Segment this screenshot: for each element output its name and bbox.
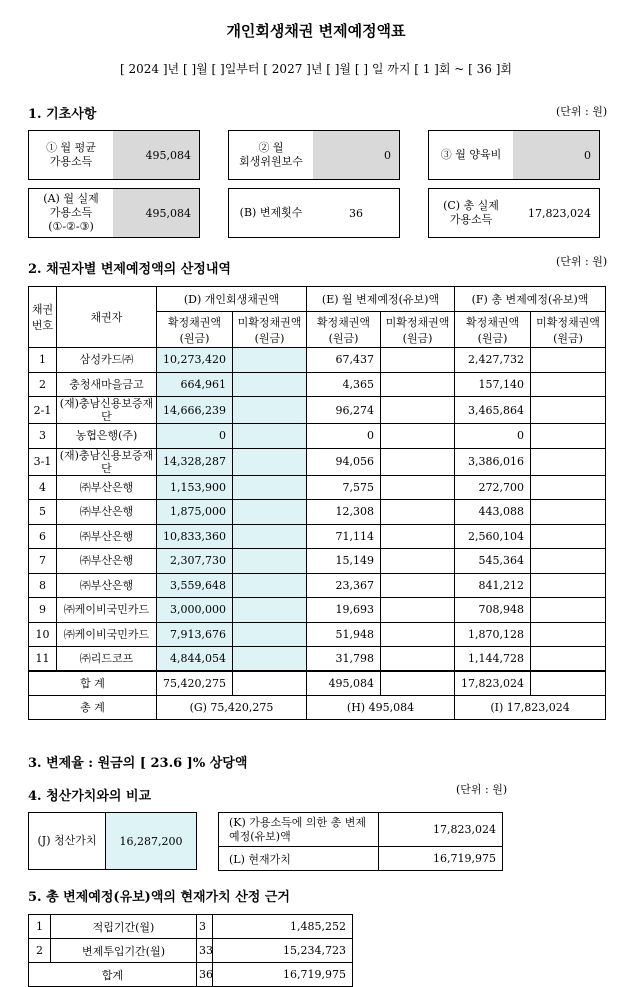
row-f-unconfirmed — [531, 598, 606, 623]
l-value: 16,719,975 — [379, 847, 503, 871]
row-f-unconfirmed — [531, 397, 606, 424]
row-e-unconfirmed — [381, 500, 455, 525]
row-d-unconfirmed — [233, 573, 307, 598]
row-e-unconfirmed — [381, 475, 455, 500]
table-row — [29, 448, 606, 475]
header-f: (F) 총 변제예정(유보)액 — [455, 287, 606, 312]
row-d-unconfirmed — [233, 424, 307, 449]
row-d-unconfirmed — [233, 448, 307, 475]
row-creditor: (재)충남신용보증재단 — [57, 397, 157, 424]
row-d-confirmed: 0 — [157, 424, 233, 449]
row-no: 1 — [29, 348, 57, 373]
row-e-unconfirmed — [381, 647, 455, 672]
row-d-unconfirmed — [233, 397, 307, 424]
row-f-unconfirmed — [531, 500, 606, 525]
row-e-unconfirmed — [381, 622, 455, 647]
liquidation-box — [28, 812, 197, 870]
table-row — [29, 598, 606, 623]
row-d-confirmed: 664,961 — [157, 372, 233, 397]
k-value: 17,823,024 — [379, 813, 503, 847]
unit-label-1: (단위 : 원) — [556, 105, 608, 118]
section2-heading: 2. 채권자별 변제예정액의 산정내역 — [28, 262, 231, 277]
row-f-confirmed: 2,560,104 — [455, 524, 531, 549]
row-e-confirmed: 7,575 — [307, 475, 381, 500]
table-row — [29, 500, 606, 525]
row-no: 2-1 — [29, 397, 57, 424]
row-f-unconfirmed — [531, 424, 606, 449]
header-e-unconfirmed: 미확정채권액 (원금) — [381, 312, 455, 348]
row-d-unconfirmed — [233, 622, 307, 647]
header-f-unconfirmed: 미확정채권액 (원금) — [531, 312, 606, 348]
row-creditor: ㈜부산은행 — [57, 475, 157, 500]
row-no: 3-1 — [29, 448, 57, 475]
row-d-unconfirmed — [233, 348, 307, 373]
total-g: (G) 75,420,275 — [157, 695, 307, 719]
table-row — [29, 939, 353, 963]
row-f-confirmed: 272,700 — [455, 475, 531, 500]
row-f-confirmed: 708,948 — [455, 598, 531, 623]
basis-no: 2 — [29, 939, 51, 963]
row-creditor: 농협은행(주) — [57, 424, 157, 449]
liquidation-label: (J) 청산가치 — [29, 813, 105, 869]
row-d-confirmed: 14,666,239 — [157, 397, 233, 424]
sum-d: 75,420,275 — [157, 671, 233, 695]
row-e-confirmed: 51,948 — [307, 622, 381, 647]
row-no: 8 — [29, 573, 57, 598]
monthly-income-box — [28, 130, 200, 180]
table-row — [29, 573, 606, 598]
basis-table — [28, 914, 353, 987]
row-e-confirmed: 31,798 — [307, 647, 381, 672]
row-creditor: (재)충남신용보증재단 — [57, 448, 157, 475]
basis-no: 1 — [29, 915, 51, 939]
table-row — [29, 372, 606, 397]
liquidation-value: 16,287,200 — [105, 813, 196, 869]
row-f-unconfirmed — [531, 475, 606, 500]
total-income-box — [428, 188, 600, 238]
section1-heading: 1. 기초사항 — [28, 107, 97, 122]
basis-label: 변제투입기간(월) — [51, 939, 197, 963]
row-e-unconfirmed — [381, 372, 455, 397]
row-d-confirmed: 2,307,730 — [157, 549, 233, 574]
l-label: (L) 현재가치 — [219, 847, 379, 871]
table-row — [29, 475, 606, 500]
monthly-income-label-1: ① 월 평균 — [46, 141, 96, 154]
present-value-table — [218, 812, 503, 871]
row-no: 6 — [29, 524, 57, 549]
row-d-unconfirmed — [233, 524, 307, 549]
section3-heading: 3. 변제율 : 원금의 [ 23.6 ]% 상당액 — [28, 756, 248, 771]
commissioner-fee-box — [228, 130, 400, 180]
row-f-unconfirmed — [531, 524, 606, 549]
basis-sum-value: 16,719,975 — [213, 963, 353, 987]
row-f-unconfirmed — [531, 573, 606, 598]
header-d-confirmed: 확정채권액 (원금) — [157, 312, 233, 348]
row-f-unconfirmed — [531, 448, 606, 475]
table-row — [29, 397, 606, 424]
row-e-confirmed: 15,149 — [307, 549, 381, 574]
row-no: 2 — [29, 372, 57, 397]
table-row — [29, 549, 606, 574]
header-e: (E) 월 변제예정(유보)액 — [307, 287, 455, 312]
row-e-confirmed: 67,437 — [307, 348, 381, 373]
basis-sum-label: 합계 — [29, 963, 197, 987]
page-title: 개인회생채권 변제예정액표 — [226, 22, 406, 40]
row-f-confirmed: 3,386,016 — [455, 448, 531, 475]
basis-months: 33 — [197, 939, 213, 963]
table-row — [29, 424, 606, 449]
monthly-income-label-2: 가용소득 — [49, 155, 93, 168]
row-no: 11 — [29, 647, 57, 672]
period-line: [ 2024 ]년 [ ]월 [ ]일부터 [ 2027 ]년 [ ]월 [ ] 일 까지 [ 1 ]회 ~ [ 36 ]회 — [120, 62, 512, 76]
repay-count-box — [228, 188, 400, 238]
row-d-confirmed: 7,913,676 — [157, 622, 233, 647]
row-f-confirmed: 2,427,732 — [455, 348, 531, 373]
row-e-confirmed: 19,693 — [307, 598, 381, 623]
unit-label-2: (단위 : 원) — [556, 255, 608, 268]
row-creditor: ㈜부산은행 — [57, 524, 157, 549]
total-i: (I) 17,823,024 — [455, 695, 606, 719]
total-income-label-2: 가용소득 — [449, 213, 493, 226]
row-e-confirmed: 4,365 — [307, 372, 381, 397]
row-d-unconfirmed — [233, 647, 307, 672]
total-label: 총 계 — [29, 695, 157, 719]
row-f-unconfirmed — [531, 647, 606, 672]
sum-label: 합 계 — [29, 671, 157, 695]
row-e-confirmed: 94,056 — [307, 448, 381, 475]
real-income-label-1: (A) 월 실제 — [43, 192, 99, 205]
sum-f: 17,823,024 — [455, 671, 531, 695]
header-e-confirmed: 확정채권액 (원금) — [307, 312, 381, 348]
creditor-table — [28, 286, 606, 720]
row-no: 4 — [29, 475, 57, 500]
row-d-unconfirmed — [233, 549, 307, 574]
header-f-confirmed: 확정채권액 (원금) — [455, 312, 531, 348]
row-f-confirmed: 841,212 — [455, 573, 531, 598]
row-creditor: ㈜부산은행 — [57, 500, 157, 525]
row-d-confirmed: 4,844,054 — [157, 647, 233, 672]
real-income-label-2: 가용소득 — [49, 206, 93, 219]
row-no: 10 — [29, 622, 57, 647]
header-d: (D) 개인회생채권액 — [157, 287, 307, 312]
row-creditor: ㈜케이비국민카드 — [57, 598, 157, 623]
row-d-confirmed: 10,273,420 — [157, 348, 233, 373]
row-d-unconfirmed — [233, 598, 307, 623]
real-income-label-3: (①-②-③) — [48, 220, 94, 233]
row-e-unconfirmed — [381, 448, 455, 475]
basis-value: 1,485,252 — [213, 915, 353, 939]
monthly-income-value: 495,084 — [113, 131, 199, 179]
row-creditor: ㈜케이비국민카드 — [57, 622, 157, 647]
table-row — [29, 647, 606, 672]
basis-label: 적립기간(월) — [51, 915, 197, 939]
row-creditor: 삼성카드㈜ — [57, 348, 157, 373]
row-d-confirmed: 3,000,000 — [157, 598, 233, 623]
row-d-unconfirmed — [233, 500, 307, 525]
basis-sum-months: 36 — [197, 963, 213, 987]
row-f-confirmed: 443,088 — [455, 500, 531, 525]
basis-months: 3 — [197, 915, 213, 939]
row-f-confirmed: 1,870,128 — [455, 622, 531, 647]
child-support-box — [428, 130, 600, 180]
row-f-confirmed: 3,465,864 — [455, 397, 531, 424]
row-creditor: ㈜부산은행 — [57, 573, 157, 598]
real-income-box — [28, 188, 200, 238]
header-no: 채권 번호 — [29, 287, 57, 348]
child-support-label: ③ 월 양육비 — [429, 131, 513, 179]
row-f-unconfirmed — [531, 622, 606, 647]
total-income-value: 17,823,024 — [513, 189, 599, 237]
row-f-unconfirmed — [531, 348, 606, 373]
row-d-confirmed: 14,328,287 — [157, 448, 233, 475]
row-e-confirmed: 12,308 — [307, 500, 381, 525]
row-e-unconfirmed — [381, 424, 455, 449]
section4-heading: 4. 청산가치와의 비교 — [28, 789, 152, 804]
row-no: 7 — [29, 549, 57, 574]
row-f-unconfirmed — [531, 372, 606, 397]
row-d-confirmed: 1,153,900 — [157, 475, 233, 500]
row-d-confirmed: 10,833,360 — [157, 524, 233, 549]
basis-value: 15,234,723 — [213, 939, 353, 963]
header-d-unconfirmed: 미확정채권액 (원금) — [233, 312, 307, 348]
row-f-confirmed: 157,140 — [455, 372, 531, 397]
table-row — [29, 622, 606, 647]
row-no: 5 — [29, 500, 57, 525]
table-row — [29, 348, 606, 373]
row-e-unconfirmed — [381, 549, 455, 574]
table-row — [29, 524, 606, 549]
real-income-value: 495,084 — [113, 189, 199, 237]
commissioner-value: 0 — [313, 131, 399, 179]
row-d-confirmed: 3,559,648 — [157, 573, 233, 598]
row-f-confirmed: 1,144,728 — [455, 647, 531, 672]
repay-count-value: 36 — [313, 189, 399, 237]
row-e-unconfirmed — [381, 348, 455, 373]
row-e-unconfirmed — [381, 598, 455, 623]
row-f-confirmed: 0 — [455, 424, 531, 449]
row-creditor: ㈜부산은행 — [57, 549, 157, 574]
row-no: 9 — [29, 598, 57, 623]
commissioner-label-1: ② 월 — [258, 141, 284, 154]
row-f-confirmed: 545,364 — [455, 549, 531, 574]
section5-heading: 5. 총 변제예정(유보)액의 현재가치 산정 근거 — [28, 890, 290, 905]
child-support-value: 0 — [513, 131, 599, 179]
repay-count-label: (B) 변제횟수 — [229, 189, 313, 237]
row-no: 3 — [29, 424, 57, 449]
unit-label-4: (단위 : 원) — [456, 783, 508, 796]
row-e-unconfirmed — [381, 573, 455, 598]
row-d-unconfirmed — [233, 475, 307, 500]
total-income-label-1: (C) 총 실제 — [443, 199, 499, 212]
row-e-unconfirmed — [381, 397, 455, 424]
row-e-unconfirmed — [381, 524, 455, 549]
sum-e: 495,084 — [307, 671, 381, 695]
row-e-confirmed: 23,367 — [307, 573, 381, 598]
row-creditor: ㈜리드코프 — [57, 647, 157, 672]
row-f-unconfirmed — [531, 549, 606, 574]
row-d-confirmed: 1,875,000 — [157, 500, 233, 525]
row-creditor: 충청새마을금고 — [57, 372, 157, 397]
row-e-confirmed: 71,114 — [307, 524, 381, 549]
total-h: (H) 495,084 — [307, 695, 455, 719]
row-e-confirmed: 0 — [307, 424, 381, 449]
commissioner-label-2: 회생위원보수 — [239, 155, 303, 168]
table-row — [29, 915, 353, 939]
k-label: (K) 가용소득에 의한 총 변제 예정(유보)액 — [219, 813, 379, 847]
header-creditor: 채권자 — [57, 287, 157, 348]
row-e-confirmed: 96,274 — [307, 397, 381, 424]
row-d-unconfirmed — [233, 372, 307, 397]
